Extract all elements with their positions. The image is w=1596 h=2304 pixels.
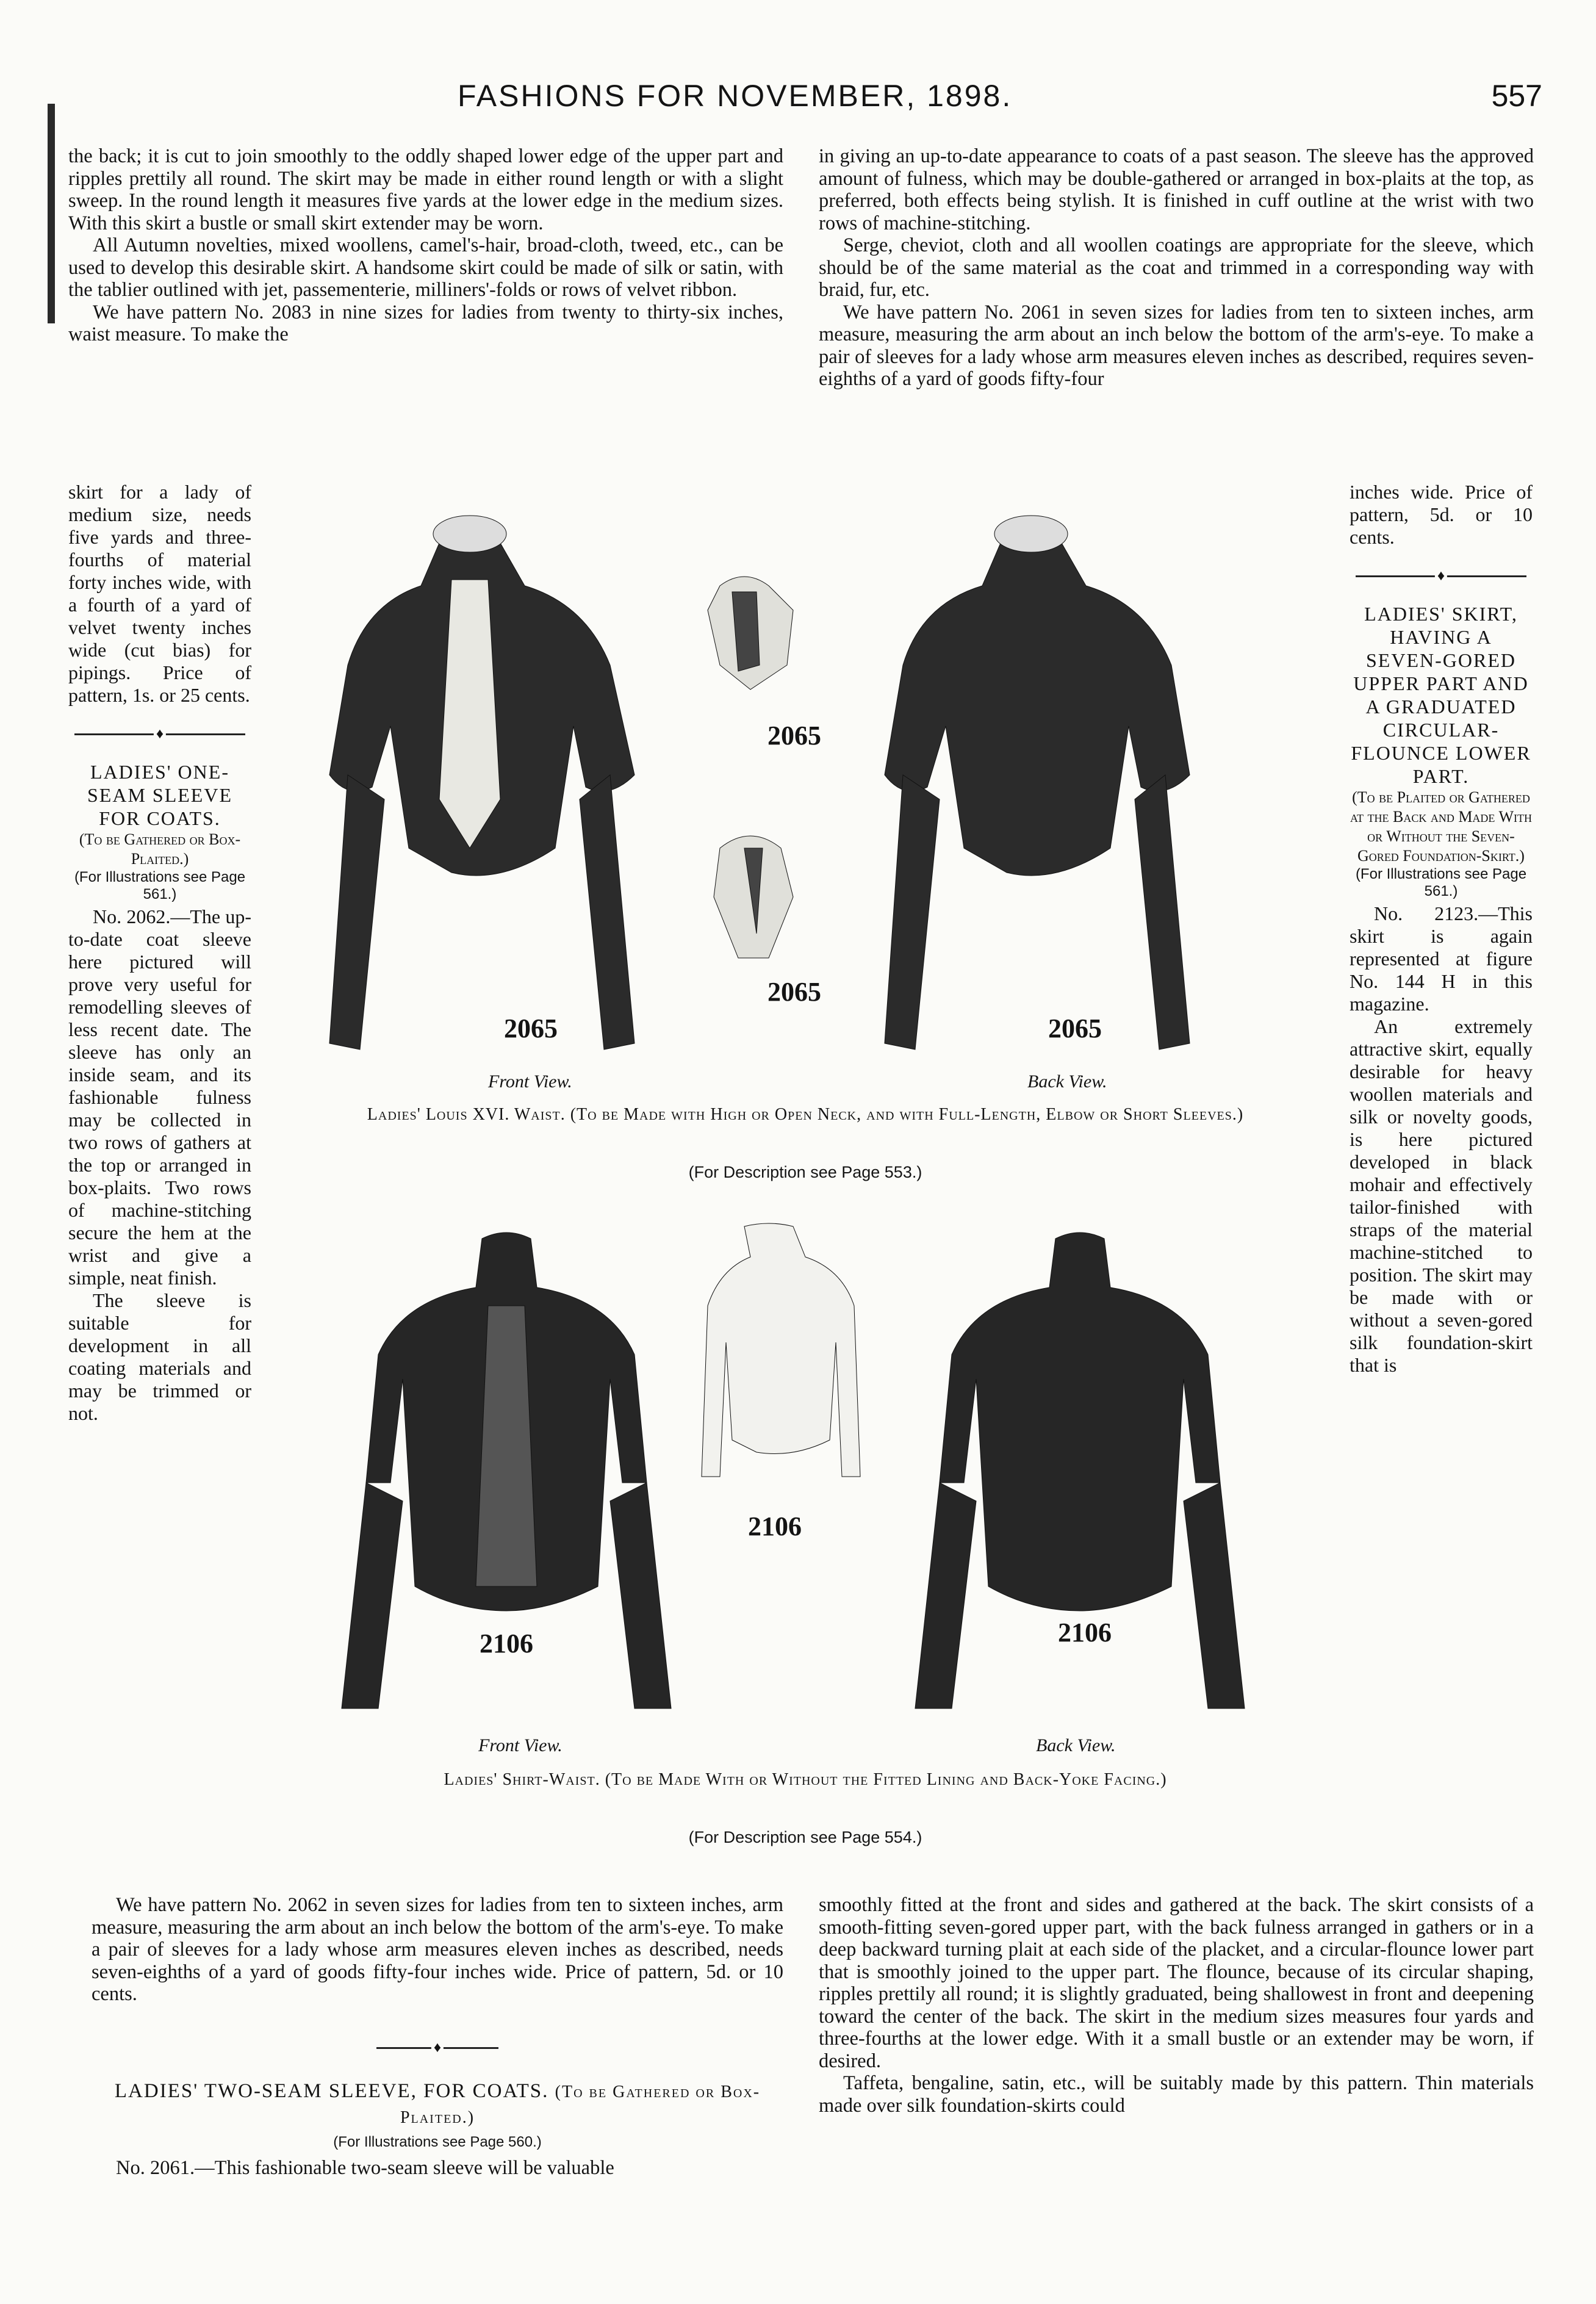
section-subheading: (To be Gathered or Box-Plaited.) [400, 2082, 761, 2127]
description-reference: (For Description see Page 553.) [688, 1163, 922, 1181]
paragraph: No. 2061.—This fashionable two-seam sleeve will be valuable [116, 2156, 614, 2179]
section-divider [1356, 567, 1526, 585]
illustration-reference: (For Illustrations see Page 560.) [333, 2133, 542, 2150]
paragraph: Serge, cheviot, cloth and all woollen coatings are appropriate for the sleeve, which should be of the same material as the coat and trimmed in a corresponding way with braid, fur, etc. [819, 234, 1534, 301]
figure-number: 2065 [767, 977, 821, 1007]
description-reference: (For Description see Page 554.) [688, 1828, 922, 1846]
section-subheading: (To be Gathered or Box-Plaited.) [79, 830, 241, 868]
shirt-waist-small-illustration [702, 1223, 860, 1477]
section-heading [92, 2079, 783, 2130]
col2-bottom [819, 1894, 1534, 2117]
paragraph: inches wide. Price of pattern, 5d. or 10 cents. [1350, 481, 1533, 548]
page-header [0, 78, 1596, 121]
figure-number: 2106 [1058, 1618, 1112, 1647]
back-view-label: Back View. [1027, 1071, 1107, 1092]
paragraph: No. 2123.—This skirt is again represented at figure No. 144 H in this magazine. [1350, 902, 1533, 1015]
illustration-reference: (For Illustrations see Page 561.) [74, 869, 246, 902]
section-heading: LADIES' SKIRT, HAVING A SEVEN-GORED UPPER PART AND A GRADUATED CIRCULAR-FLOUNCE LOWER PART. [1351, 603, 1531, 787]
figure-number: 2106 [748, 1511, 802, 1541]
waist-open-neck-illustration [714, 836, 793, 958]
col1-bottom [92, 1894, 783, 2179]
paragraph: We have pattern No. 2062 in seven sizes for ladies from ten to sixteen inches, arm measure, measuring the arm about an inch below the bottom of the arm's-eye. To make a pair of sleeves for a lady whose arm measures eleven inches as described, needs seven-eighths of a yard of goods fifty-four inches wide. Price of pattern, 5d. or 10 cents. [92, 1894, 783, 2005]
paragraph: All Autumn novelties, mixed woollens, camel's-hair, broad-cloth, tweed, etc., can be used to develop this desirable skirt. A handsome skirt could be made of silk or satin, with the tablier outlined with jet, passementerie, milliners'-folds or rows of velvet ribbon. [68, 234, 783, 301]
paragraph: No. 2062.—The up-to-date coat sleeve here pictured will prove very useful for remodelling sleeves of less recent date. The sleeve has only an inside seam, and its fashionable fulness may be collected in two rows of gathers at the top or arranged in box-plaits. Two rows of machine-stitching secure the hem at the wrist and give a simple, neat finish. [68, 905, 251, 1289]
waist-short-sleeve-illustration [708, 577, 793, 689]
paragraph: We have pattern No. 2061 in seven sizes for ladies from ten to sixteen inches, arm measure, measuring the arm about an inch below the bottom of the arm's-eye. To make a pair of sleeves for a lady whose arm measures eleven inches as described, requires seven-eighths of a yard of goods fifty-four [819, 301, 1534, 390]
figure-number: 2065 [767, 721, 821, 751]
section-heading: LADIES' ONE-SEAM SLEEVE FOR COATS. [87, 761, 232, 829]
binding-edge [48, 104, 55, 323]
paragraph: skirt for a lady of medium size, needs five yards and three-fourths of material forty inches wide, with a fourth of a yard of velvet twenty inches wide (cut bias) for pipings. Price of pattern, 1s. or 25 cents. [68, 481, 251, 706]
section-divider [376, 2039, 498, 2057]
section-divider [74, 725, 245, 743]
paragraph: An extremely attractive skirt, equally desirable for heavy woollen materials and silk or novelty goods, is here pictured developed in black mohair and effectively tailor-finished with straps of the material machine-stitched to position. The skirt may be made with or without a seven-gored silk foundation-skirt that is [1350, 1015, 1533, 1376]
figure-number: 2106 [480, 1629, 533, 1658]
col1-top-text [68, 145, 783, 346]
figure-number: 2065 [504, 1013, 558, 1043]
paragraph: The sleeve is suitable for development in all coating materials and may be trimmed or not. [68, 1289, 251, 1424]
back-view-label: Back View. [1036, 1735, 1116, 1755]
col1-narrow [68, 481, 251, 1425]
col2-narrow [1350, 481, 1533, 1377]
waist-back-view-illustration [885, 516, 1190, 1049]
waist-front-view-illustration [329, 516, 634, 1049]
paragraph: the back; it is cut to join smoothly to the oddly shaped lower edge of the upper part and ripples prettily all round. The skirt may be made in either round length or with a slight sweep. In the round length it measures five yards at the lower edge in the medium sizes. With this skirt a bustle or small skirt extender may be worn. [68, 145, 783, 234]
paragraph: smoothly fitted at the front and sides and gathered at the back. The skirt consists of a smooth-fitting seven-gored upper part, with the back fulness arranged in gathers or in a deep backward turning plait at each side of the placket, and a circular-flounce lower part that is smoothly joined to the upper part. The flounce, because of its circular shaping, ripples prettily all round; it is slightly graduated, being shallowest in front and deepening toward the center of the back. The skirt in the medium sizes measures four yards and three-fourths at the lower edge. With it a small bustle or an extender may be worn, if desired. [819, 1894, 1534, 2072]
paragraph: in giving an up-to-date appearance to coats of a past season. The sleeve has the approved amount of fulness, which may be double-gathered or arranged in box-plaits at the top, as preferred, both effects being stylish. It is finished in cuff outline at the wrist with two rows of machine-stitching. [819, 145, 1534, 234]
illustration-reference: (For Illustrations see Page 561.) [1355, 866, 1527, 899]
figure-number: 2065 [1048, 1013, 1102, 1043]
paragraph: We have pattern No. 2083 in nine sizes for ladies from twenty to thirty-six inches, waist measure. To make the [68, 301, 783, 345]
page-number: 557 [1491, 79, 1542, 113]
col2-top-text [819, 145, 1534, 391]
page-title: FASHIONS FOR NOVEMBER, 1898. [458, 79, 1013, 113]
front-view-label: Front View. [478, 1735, 563, 1755]
figure-caption: Ladies' Louis XVI. Waist. (To be Made with High or Open Neck, and with Full-Length, Elbow or Short Sleeves.) [367, 1105, 1244, 1124]
paragraph: Taffeta, bengaline, satin, etc., will be suitably made by this pattern. Thin materials made over silk foundation-skirts could [819, 2072, 1534, 2117]
section-heading-text: LADIES' TWO-SEAM SLEEVE, FOR COATS. [114, 2079, 549, 2102]
front-view-label: Front View. [488, 1071, 572, 1092]
figure2-illustrations [305, 1220, 1306, 1721]
section-subheading: (To be Plaited or Gathered at the Back and Made With or Without the Seven-Gored Foundation-Skirt.) [1350, 788, 1532, 865]
figure-caption: Ladies' Shirt-Waist. (To be Made With or Without the Fitted Lining and Back-Yoke Facing.) [444, 1770, 1167, 1789]
